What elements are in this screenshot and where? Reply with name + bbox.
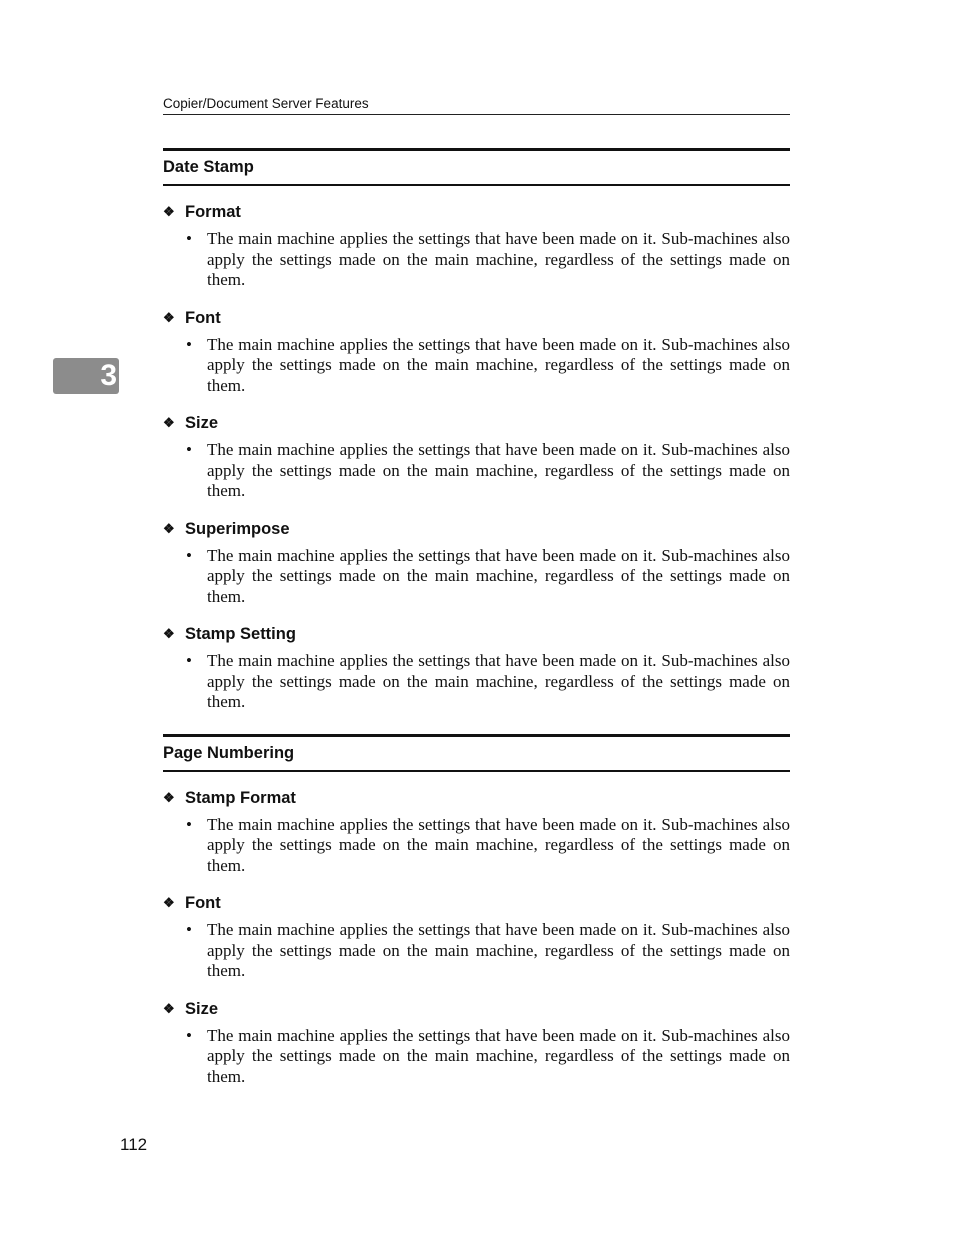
entry-size xyxy=(163,999,790,1088)
bullet-dot-icon: • xyxy=(186,920,192,939)
entry-format xyxy=(163,202,790,291)
bullet-dot-icon: • xyxy=(186,814,192,834)
entry-title: Size xyxy=(185,414,219,432)
bullet-item xyxy=(163,920,790,982)
bullet-text: The main machine applies the settings that have been made on it. Sub-machines also apply the settings made on the main machine, regardless of the settings made on them. xyxy=(207,920,790,980)
bullet-item xyxy=(163,1026,790,1088)
entry-title: Format xyxy=(185,203,241,221)
section-page-numbering xyxy=(163,734,790,1088)
chapter-tab: 3 xyxy=(53,358,119,394)
bullet-text: The main machine applies the settings that have been made on it. Sub-machines also apply the settings made on the main machine, regardless of the settings made on them. xyxy=(207,814,790,875)
entry-stamp-format xyxy=(163,788,790,877)
bullet-dot-icon: • xyxy=(186,229,192,248)
diamond-bullet-icon: ❖ xyxy=(163,520,175,536)
bullet-text: The main machine applies the settings that have been made on it. Sub-machines also apply the settings made on the main machine, regardless of the settings made on them. xyxy=(207,440,790,500)
diamond-bullet-icon: ❖ xyxy=(163,789,175,805)
diamond-bullet-icon: ❖ xyxy=(163,415,175,430)
entry-superimpose xyxy=(163,519,790,608)
entry-stamp-setting xyxy=(163,624,790,713)
bullet-item xyxy=(163,651,790,713)
bullet-dot-icon: • xyxy=(186,1025,192,1045)
bullet-dot-icon: • xyxy=(186,440,192,459)
bullet-text: The main machine applies the settings that have been made on it. Sub-machines also apply the settings made on the main machine, regardless of the settings made on them. xyxy=(207,334,790,395)
bullet-dot-icon: • xyxy=(186,545,192,565)
running-header: Copier/Document Server Features xyxy=(163,96,790,115)
section-date-stamp xyxy=(163,148,790,713)
entry-font xyxy=(163,893,790,982)
entry-title: Font xyxy=(185,894,221,912)
bullet-text: The main machine applies the settings that have been made on it. Sub-machines also apply the settings made on the main machine, regardless of the settings made on them. xyxy=(207,229,790,289)
page-number: 112 xyxy=(120,1135,148,1154)
entry-title: Font xyxy=(185,308,221,327)
bullet-item xyxy=(163,815,790,877)
entry-size xyxy=(163,413,790,502)
bullet-dot-icon: • xyxy=(186,651,192,670)
entry-font xyxy=(163,308,790,397)
bullet-item xyxy=(163,440,790,502)
bullet-dot-icon: • xyxy=(186,334,192,354)
entry-title: Superimpose xyxy=(185,519,290,538)
diamond-bullet-icon: ❖ xyxy=(163,1000,175,1016)
diamond-bullet-icon: ❖ xyxy=(163,204,175,219)
bullet-text: The main machine applies the settings that have been made on it. Sub-machines also apply the settings made on the main machine, regardless of the settings made on them. xyxy=(207,545,790,606)
bullet-item xyxy=(163,335,790,397)
entry-title: Stamp Setting xyxy=(185,625,296,643)
diamond-bullet-icon: ❖ xyxy=(163,626,175,641)
section-title: Date Stamp xyxy=(163,148,790,186)
diamond-bullet-icon: ❖ xyxy=(163,895,175,910)
diamond-bullet-icon: ❖ xyxy=(163,309,175,325)
entry-title: Size xyxy=(185,999,219,1018)
document-body xyxy=(163,148,790,1087)
section-title: Page Numbering xyxy=(163,734,790,772)
bullet-item xyxy=(163,229,790,291)
bullet-item xyxy=(163,546,790,608)
bullet-text: The main machine applies the settings that have been made on it. Sub-machines also apply the settings made on the main machine, regardless of the settings made on them. xyxy=(207,651,790,711)
bullet-text: The main machine applies the settings that have been made on it. Sub-machines also apply the settings made on the main machine, regardless of the settings made on them. xyxy=(207,1025,790,1086)
entry-title: Stamp Format xyxy=(185,788,296,807)
